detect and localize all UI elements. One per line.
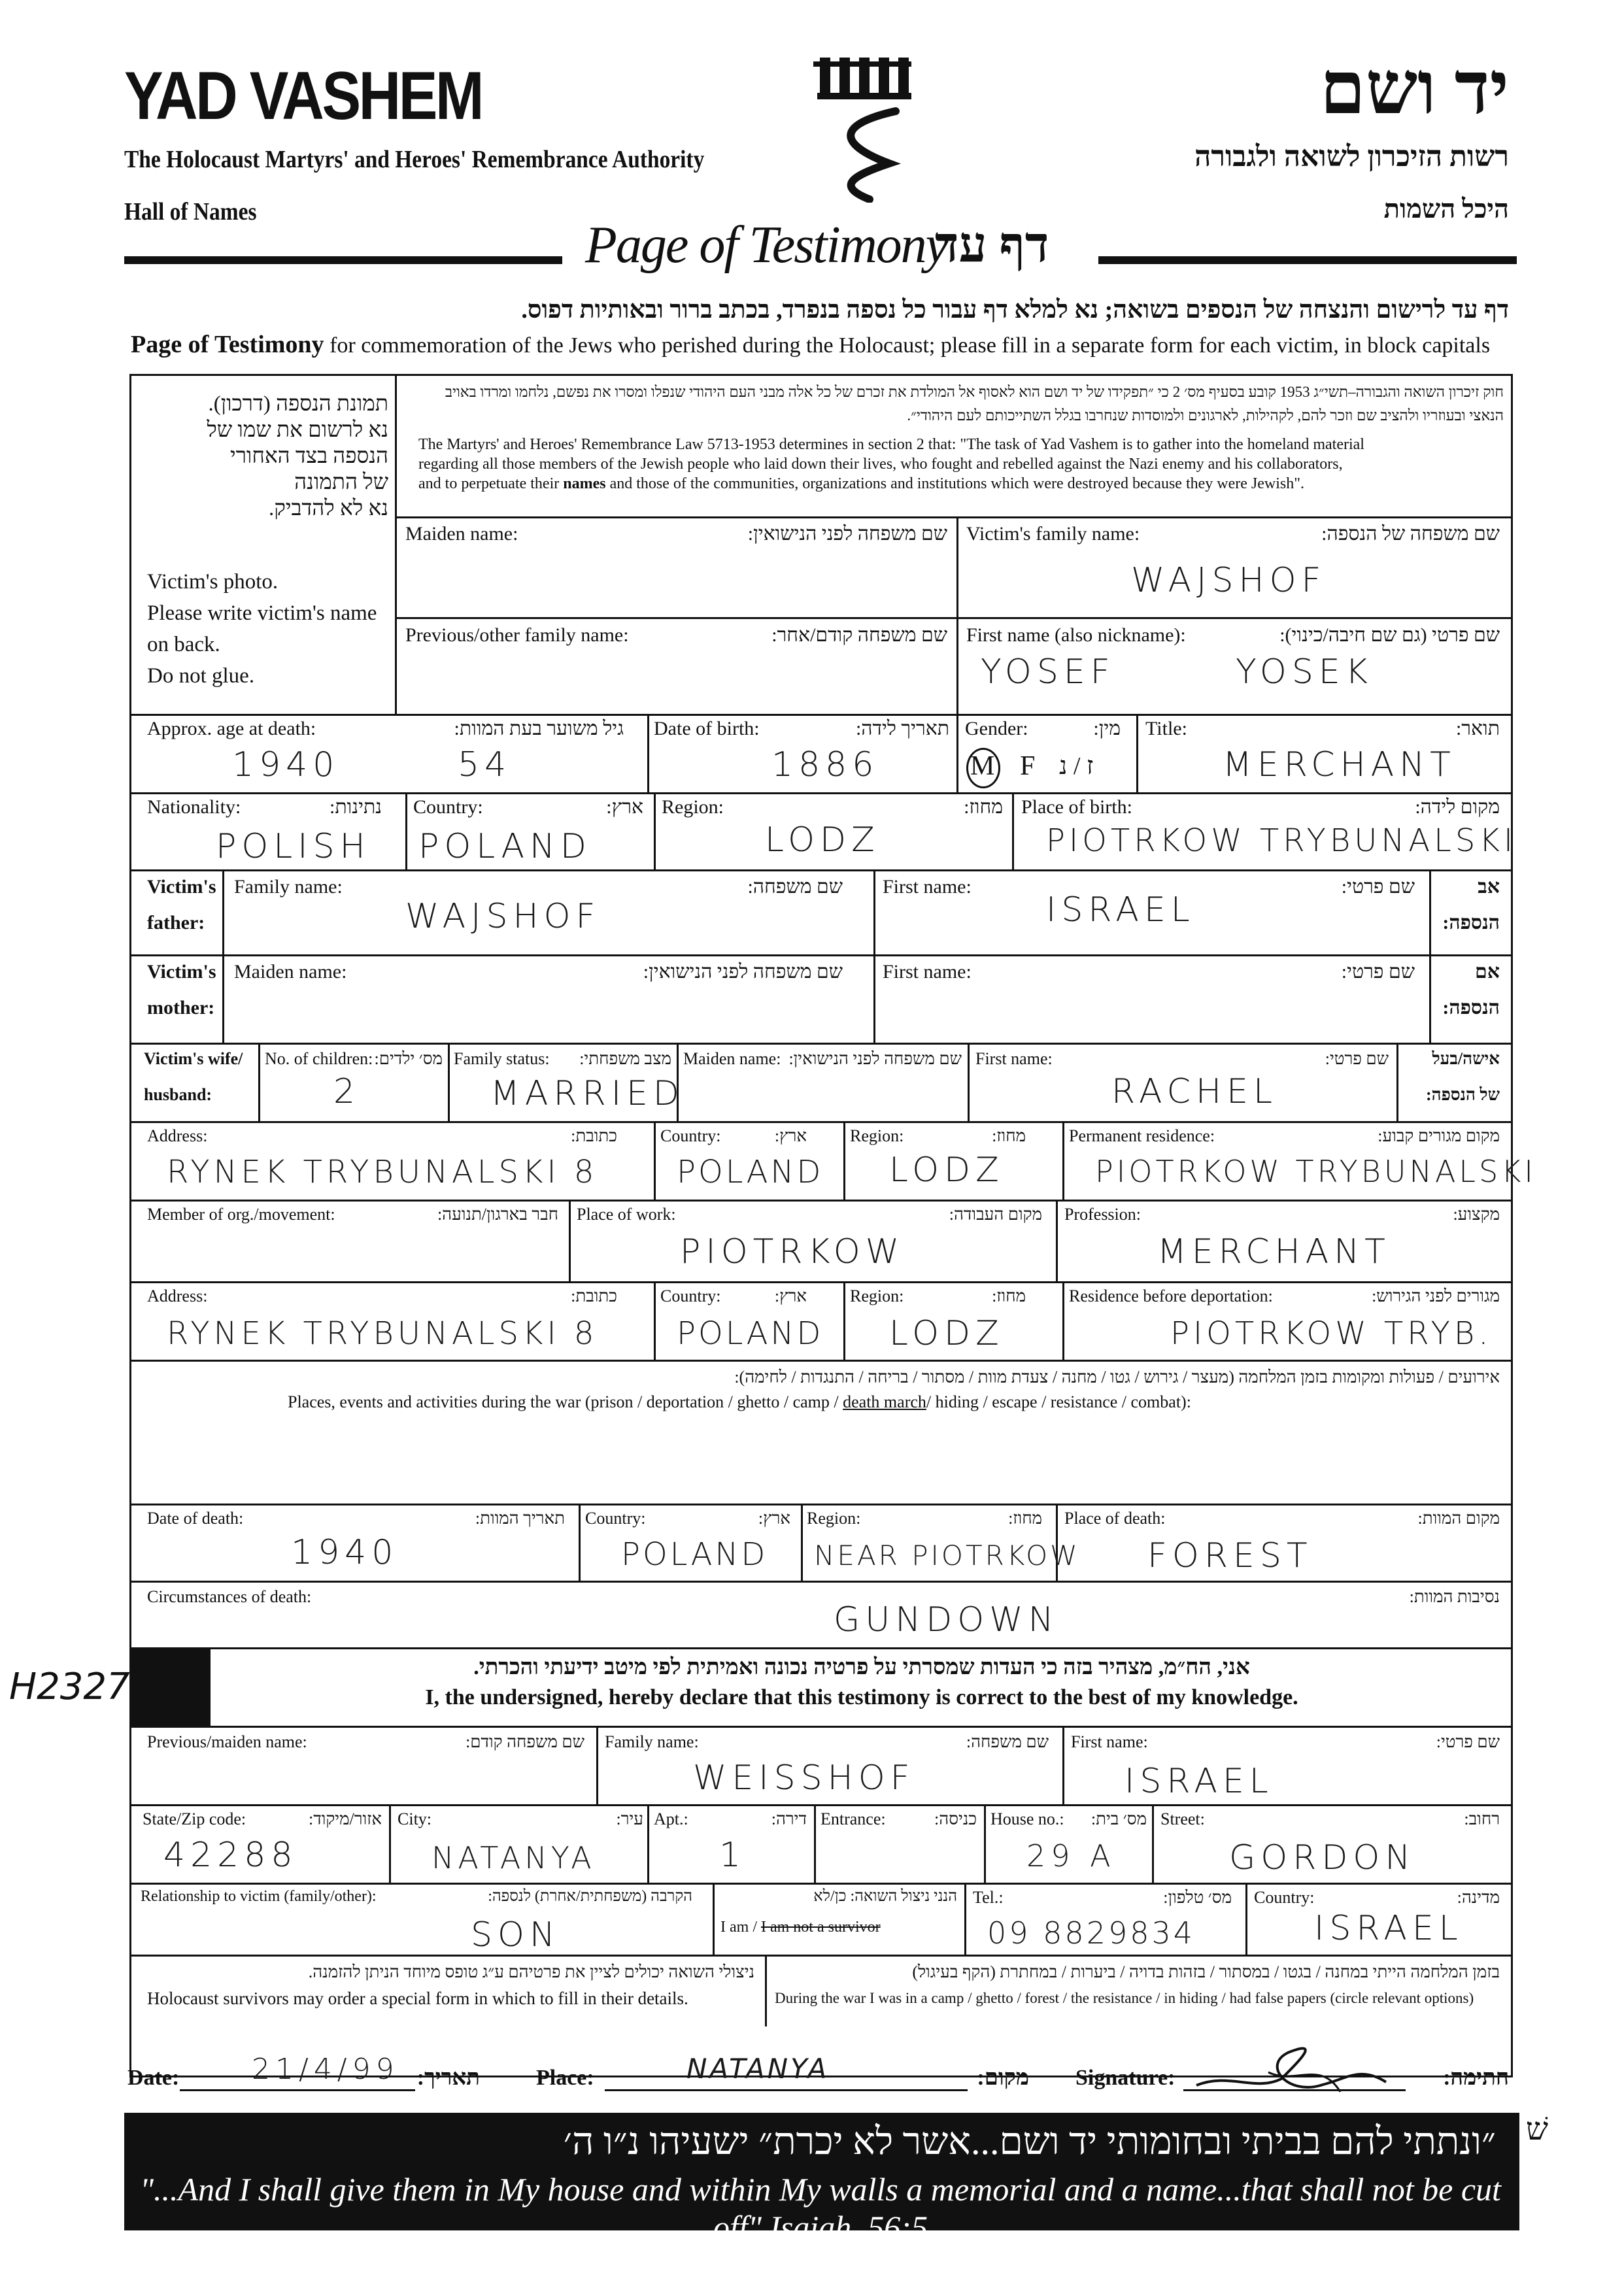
- sub-first-label: First name:: [1071, 1732, 1148, 1751]
- father-first-label: First name:: [883, 876, 972, 898]
- sub-country-label-he: מדינה:: [1457, 1888, 1500, 1907]
- country-value[interactable]: POLAND: [418, 827, 592, 866]
- father-he-1: אב: [1478, 876, 1500, 898]
- age-year-value[interactable]: 1940: [232, 745, 340, 784]
- gender-label: Gender:: [965, 718, 1028, 739]
- dob-value[interactable]: 1886: [771, 745, 879, 784]
- survivors-form-en: Holocaust survivors may order a special form in which to fill in their details.: [147, 1989, 688, 2008]
- survivor-label-en[interactable]: I am / I am not a survivor: [720, 1919, 881, 1936]
- nationality-value[interactable]: POLISH: [216, 827, 371, 866]
- death-country-value[interactable]: POLAND: [621, 1536, 768, 1573]
- profession-label-he: מקצוע:: [1453, 1205, 1500, 1224]
- gender-label-he: מין:: [1093, 718, 1121, 739]
- father-first-label-he: שם פרטי:: [1341, 876, 1415, 898]
- first-name-nick-label: First name (also nickname):: [966, 624, 1186, 646]
- relationship-value[interactable]: SON: [471, 1915, 560, 1955]
- region1-label: Region:: [850, 1126, 904, 1145]
- place-work-label: Place of work:: [577, 1205, 676, 1224]
- nationality-label: Nationality:: [147, 796, 241, 818]
- nickname-value[interactable]: YOSEK: [1236, 652, 1373, 692]
- victim-family-value[interactable]: WAJSHOF: [1131, 561, 1327, 600]
- mother-he-1: אם: [1475, 961, 1500, 983]
- brand-title-he: יד ושם: [1319, 48, 1509, 129]
- brand-title-en: YAD VASHEM: [124, 58, 482, 134]
- yad-vashem-logo-icon: [811, 52, 915, 203]
- victim-family-label: Victim's family name:: [966, 523, 1140, 545]
- declaration-en: I, the undersigned, hereby declare that this testimony is correct to the best of my knowledge.: [425, 1685, 1298, 1709]
- circumstances-label: Circumstances of death:: [147, 1587, 312, 1606]
- intro-he: דף עד לרישום והנצחה של הנספים בשואה; נא למלא דף עבור כל נספה בנפרד, בכתב ברור ובאותיות דפוס.: [521, 296, 1509, 324]
- father-family-value[interactable]: WAJSHOF: [405, 897, 601, 936]
- address1-value[interactable]: RYNEK TRYBUNALSKI 8: [167, 1154, 598, 1190]
- hall-of-names-en: Hall of Names: [124, 198, 257, 226]
- region-label: Region:: [662, 796, 724, 818]
- date-label: Date:: [127, 2066, 180, 2090]
- mother-first-label: First name:: [883, 961, 972, 983]
- city-label-he: עיר:: [616, 1809, 643, 1828]
- law-text-en: The Martyrs' and Heroes' Remembrance Law 5713-1953 determines in section 2 that: "The task of Yad Vashem is to gather into the homeland material regarding all those members of the Jewish people who laid down their lives, who fought and rebelled against the Nazi enemy and his collaborators, and to perpetuate their names and those of the communities, organizations and institutions which were destroyed because they were Jewish".: [418, 436, 1364, 492]
- title-label: Title:: [1145, 718, 1187, 739]
- survivors-form-he: ניצולי השואה יכולים לציין את פרטיהם ע״ג טופס מיוחד הניתן להזמנה.: [308, 1962, 754, 1981]
- title-value[interactable]: MERCHANT: [1223, 745, 1456, 784]
- sub-first-value[interactable]: ISRAEL: [1125, 1762, 1274, 1801]
- prev-family-label: Previous/other family name:: [405, 624, 629, 646]
- sub-country-label: Country:: [1254, 1888, 1315, 1907]
- signature-label: Signature:: [1075, 2066, 1176, 2090]
- region2-label-he: מחוז:: [992, 1286, 1026, 1305]
- spouse-maiden-label: Maiden name:: [683, 1049, 781, 1068]
- header-rule-left: [124, 256, 562, 264]
- sub-first-label-he: שם פרטי:: [1436, 1732, 1500, 1751]
- victim-family-label-he: שם משפחה של הנספה:: [1321, 523, 1500, 545]
- region2-label: Region:: [850, 1286, 904, 1305]
- pob-value[interactable]: PIOTRKOW TRYBUNALSKI: [1046, 822, 1517, 859]
- header-rule-right: [1098, 256, 1517, 264]
- house-no-label: House no.:: [990, 1809, 1064, 1828]
- war-options-en[interactable]: During the war I was in a camp / ghetto / forest / the resistance / in hiding / had false papers (circle relevant options): [775, 1990, 1474, 2006]
- quote-en: "...And I shall give them in My house and within My walls a memorial and a name...that shall not be cut off" Isaiah. 56:5: [140, 2171, 1501, 2245]
- spouse-he-2: של הנספה:: [1425, 1085, 1500, 1104]
- intro-en-rest: for commemoration of the Jews who perished during the Holocaust; please fill in a separate form for each victim, in block capitals: [324, 333, 1491, 358]
- form-title-he: דף עד: [935, 218, 1049, 273]
- place-work-value[interactable]: PIOTRKOW: [680, 1232, 905, 1271]
- dod-value[interactable]: 1940: [291, 1533, 399, 1572]
- events-label-en: Places, events and activities during the war (prison / deportation / ghetto / camp / death march/ hiding / escape / resistance / combat):: [288, 1392, 1191, 1411]
- father-first-value[interactable]: ISRAEL: [1046, 890, 1195, 930]
- place-work-label-he: מקום העבודה:: [949, 1205, 1042, 1224]
- nationality-label-he: נתינות:: [330, 796, 382, 818]
- street-value[interactable]: GORDON: [1229, 1838, 1416, 1877]
- city-value[interactable]: NATANYA: [431, 1840, 596, 1875]
- title-label-he: תואר:: [1455, 718, 1500, 739]
- law-text-he: חוק זיכרון השואה והגבורה–תשי״ג 1953 קובע בסעיף מס׳ 2 כי ״תפקידו של יד ושם הוא לאסוף אל המולדת את זכרם של כל אלה מבני העם היהודי שנפלו ומסרו את נפשם, נלחמו ומרדו באויב הנאצי ובעוזריו ולהציב שם וזכר להם, לקהילות, לארגונים ולמוסדות שנחרבו בגלל השתייכותם לעם היהודי״.: [445, 384, 1504, 424]
- maiden-name-label: Maiden name:: [405, 523, 518, 545]
- age-label: Approx. age at death:: [147, 718, 316, 739]
- region2-value[interactable]: LODZ: [889, 1314, 1004, 1353]
- country-label-he: ארץ:: [606, 796, 643, 818]
- father-family-label: Family name:: [234, 876, 343, 898]
- gender-female-option[interactable]: F: [1020, 751, 1036, 781]
- place-death-label-he: מקום המוות:: [1417, 1509, 1500, 1528]
- place-death-label: Place of death:: [1064, 1509, 1166, 1528]
- profession-label: Profession:: [1064, 1205, 1141, 1224]
- declaration-he: אני, הח״מ, מצהיר בזה כי העדות שמסרתי על פרטיה נכונה ואמיתית לפי מיטב ידיעתי והכרתי.: [473, 1655, 1250, 1679]
- region-value[interactable]: LODZ: [765, 820, 880, 860]
- country1-value[interactable]: POLAND: [677, 1154, 824, 1190]
- war-options-he: בזמן המלחמה הייתי במחנה / בגטו / במסתור / בזהות בדויה / ביערות / במחתרת (הקף בעיגול): [912, 1962, 1500, 1981]
- dod-label: Date of death:: [147, 1509, 244, 1528]
- country-label: Country:: [413, 796, 483, 818]
- victims-mother-label-1: Victim's: [147, 961, 216, 983]
- mother-he-2: הנספה:: [1442, 997, 1500, 1018]
- family-status-value[interactable]: MARRIED: [490, 1074, 685, 1113]
- spouse-he-1: אישה/בעל: [1432, 1049, 1500, 1068]
- spouse-first-label-he: שם פרטי:: [1325, 1049, 1389, 1068]
- res-before-label: Residence before deportation:: [1069, 1286, 1273, 1305]
- margin-mark: שׁ: [1526, 2112, 1548, 2147]
- photo-instructions-en: Victim's photo. Please write victim's name on back. Do not glue.: [147, 570, 377, 688]
- sub-family-value[interactable]: WEISSHOF: [693, 1758, 915, 1798]
- zip-value[interactable]: 42288: [163, 1836, 298, 1875]
- sub-country-value[interactable]: ISRAEL: [1314, 1909, 1463, 1948]
- res-before-label-he: מגורים לפני הגירוש:: [1372, 1286, 1500, 1305]
- place-label-he: מקום:: [977, 2066, 1029, 2090]
- tel-label: Tel.:: [973, 1888, 1004, 1907]
- tel-value[interactable]: 09 8829834: [987, 1915, 1196, 1951]
- apt-value[interactable]: 1: [719, 1836, 747, 1875]
- intro-en: [131, 330, 1490, 359]
- authority-name-en: The Holocaust Martyrs' and Heroes' Remembrance Authority: [124, 146, 705, 173]
- dob-label-he: תאריך לידה:: [855, 718, 949, 739]
- gender-he-options: ז / נ: [1059, 752, 1094, 780]
- children-value[interactable]: 2: [333, 1072, 361, 1111]
- first-name-nick-label-he: שם פרטי (גם שם חיבה/כינוי):: [1279, 624, 1500, 646]
- perm-res-label-he: מקום מגורים קבוע:: [1378, 1126, 1500, 1145]
- place-value[interactable]: NATANYA: [686, 2053, 830, 2085]
- address1-label-he: כתובת:: [571, 1126, 617, 1145]
- street-label: Street:: [1160, 1809, 1205, 1828]
- family-status-label: Family status:: [454, 1049, 550, 1068]
- spouse-maiden-label-he: שם משפחה לפני הנישואין:: [788, 1049, 962, 1068]
- entrance-label-he: כניסה:: [934, 1809, 977, 1828]
- maiden-name-label-he: שם משפחה לפני הנישואין:: [747, 523, 947, 545]
- country1-label-he: ארץ:: [774, 1126, 807, 1145]
- circumstances-label-he: נסיבות המוות:: [1409, 1587, 1500, 1606]
- country2-value[interactable]: POLAND: [677, 1315, 824, 1352]
- circumstances-value[interactable]: GUNDOWN: [834, 1600, 1059, 1639]
- city-label: City:: [398, 1809, 432, 1828]
- victims-father-label-2: father:: [147, 912, 205, 933]
- pob-label-he: מקום לידה:: [1415, 796, 1500, 818]
- address2-label: Address:: [147, 1286, 208, 1305]
- address2-value[interactable]: RYNEK TRYBUNALSKI 8: [167, 1315, 598, 1352]
- sub-prev-label: Previous/maiden name:: [147, 1732, 307, 1751]
- intro-en-bold: Page of Testimony: [131, 331, 324, 358]
- profession-value[interactable]: MERCHANT: [1157, 1232, 1391, 1271]
- date-label-he: תאריך:: [416, 2066, 480, 2090]
- form-title-en: Page of Testimony: [585, 216, 948, 274]
- zip-label-he: אזור/מיקוד:: [308, 1809, 382, 1828]
- place-label: Place:: [536, 2066, 594, 2090]
- death-country-label: Country:: [585, 1509, 646, 1528]
- father-family-label-he: שם משפחה:: [747, 876, 843, 898]
- sub-prev-label-he: שם משפחה קודם:: [465, 1732, 584, 1751]
- place-death-value[interactable]: FOREST: [1147, 1536, 1313, 1575]
- victims-mother-label-2: mother:: [147, 997, 215, 1018]
- house-no-label-he: מס׳ בית:: [1091, 1809, 1147, 1828]
- dob-label: Date of birth:: [654, 718, 760, 739]
- street-label-he: רחוב:: [1464, 1809, 1500, 1828]
- country2-label-he: ארץ:: [774, 1286, 807, 1305]
- prev-family-label-he: שם משפחה קודם/אחר:: [771, 624, 947, 646]
- perm-res-value[interactable]: PIOTRKOW TRYBUNALSKI: [1095, 1154, 1536, 1189]
- children-label: No. of children:: [265, 1049, 373, 1068]
- perm-res-label: Permanent residence:: [1069, 1126, 1215, 1145]
- signature-label-he: חתימה:: [1443, 2066, 1509, 2090]
- spouse-first-label: First name:: [975, 1049, 1053, 1068]
- region1-value[interactable]: LODZ: [889, 1151, 1004, 1190]
- pob-label: Place of birth:: [1021, 796, 1132, 818]
- mother-first-label-he: שם פרטי:: [1341, 961, 1415, 983]
- sub-family-label: Family name:: [605, 1732, 699, 1751]
- children-label-he: מס׳ ילדים:: [374, 1049, 443, 1068]
- mother-maiden-label-he: שם משפחה לפני הנישואין:: [643, 961, 843, 983]
- address2-label-he: כתובת:: [571, 1286, 617, 1305]
- declaration-bar: [129, 1649, 211, 1726]
- date-value[interactable]: 21/4/99: [252, 2053, 399, 2086]
- apt-label: Apt.:: [654, 1809, 688, 1828]
- member-org-label: Member of org./movement:: [147, 1205, 335, 1224]
- res-before-value[interactable]: PIOTRKOW TRYB.: [1170, 1315, 1493, 1352]
- sub-family-label-he: שם משפחה:: [966, 1732, 1049, 1751]
- death-country-label-he: ארץ:: [758, 1509, 790, 1528]
- quote-he: ״ונתתי להם בביתי ובחומותי יד ושם...אשר לא יכרת״ ישעיהו נ״ו ה׳: [563, 2120, 1496, 2162]
- apt-label-he: דירה:: [771, 1809, 807, 1828]
- region-label-he: מחוז:: [964, 796, 1003, 818]
- events-label-he: אירועים / פעולות ומקומות בזמן המלחמה (מעצר / גירוש / גטו / מחנה / צעדת מוות / מסתור / בריחה / התנגדות / לחימה):: [734, 1368, 1500, 1387]
- victims-father-label-1: Victim's: [147, 876, 216, 898]
- gender-male-option[interactable]: M: [970, 751, 995, 781]
- first-name-value[interactable]: YOSEF: [981, 652, 1115, 692]
- spouse-label-1: Victim's wife/: [144, 1049, 243, 1068]
- signature-scribble-icon[interactable]: [1190, 2033, 1399, 2105]
- death-region-label: Region:: [807, 1509, 861, 1528]
- age-label-he: גיל משוער בעת המוות:: [454, 718, 624, 739]
- tel-label-he: מס׳ טלפון:: [1163, 1888, 1232, 1907]
- death-region-label-he: מחוז:: [1008, 1509, 1042, 1528]
- relationship-label: Relationship to victim (family/other):: [141, 1888, 377, 1905]
- spouse-first-value[interactable]: RACHEL: [1111, 1072, 1277, 1111]
- side-code-annotation: H2327: [9, 1666, 130, 1708]
- zip-label: State/Zip code:: [143, 1809, 246, 1828]
- hall-of-names-he: היכל השמות: [1383, 194, 1509, 224]
- address1-label: Address:: [147, 1126, 208, 1145]
- relationship-label-he: הקרבה (משפחתית/אחרת) לנספה:: [488, 1888, 692, 1905]
- photo-instructions-he: תמונת הנספה (דרכון). נא לרשום את שמו של הנספה בצד האחורי של התמונה נא לא להדביק.: [207, 392, 388, 520]
- spouse-label-2: husband:: [144, 1085, 212, 1104]
- house-no-value[interactable]: 29 A: [1026, 1838, 1116, 1874]
- mother-maiden-label: Maiden name:: [234, 961, 347, 983]
- region1-label-he: מחוז:: [992, 1126, 1026, 1145]
- country2-label: Country:: [660, 1286, 721, 1305]
- entrance-label: Entrance:: [820, 1809, 886, 1828]
- country1-label: Country:: [660, 1126, 721, 1145]
- age-value[interactable]: 54: [458, 745, 512, 784]
- dod-label-he: תאריך המוות:: [475, 1509, 565, 1528]
- father-he-2: הנספה:: [1442, 912, 1500, 933]
- member-org-label-he: חבר בארגון/תנועה:: [437, 1205, 558, 1224]
- authority-name-he: רשות הזיכרון לשואה ולגבורה: [1194, 141, 1509, 173]
- death-region-value[interactable]: NEAR PIOTRKOW: [814, 1539, 1080, 1572]
- family-status-label-he: מצב משפחתי:: [579, 1049, 671, 1068]
- survivor-label-he: הנני ניצול השואה: כן/לא: [813, 1888, 957, 1905]
